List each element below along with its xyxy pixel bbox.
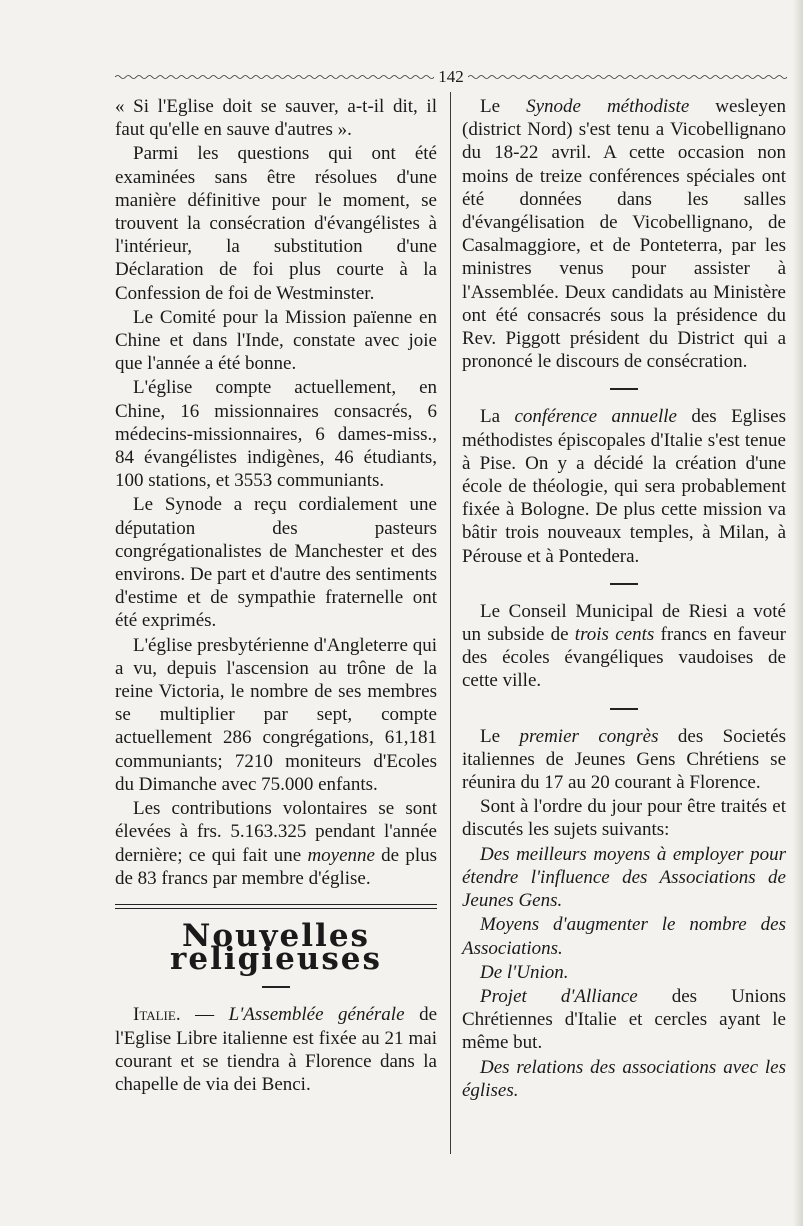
paragraph bbox=[462, 985, 786, 1055]
header-rule-right bbox=[468, 74, 787, 80]
text-run: de l'Eglise Libre italienne est fixée au 21 mai courant et se tiendra à Florence dans la chapelle de via dei Benci. bbox=[115, 1004, 437, 1095]
italic-run: L'Assemblée générale bbox=[228, 1004, 405, 1026]
paragraph bbox=[462, 405, 786, 567]
text-run: Le bbox=[480, 96, 527, 117]
italic-run: Des meilleurs moyens à employer pour étendre l'influence des Associations de Jeunes Gens. bbox=[462, 843, 786, 912]
page-header bbox=[115, 66, 787, 88]
paragraph bbox=[462, 843, 786, 913]
page-edge-shadow bbox=[793, 0, 803, 1226]
italic-run: De l'Union. bbox=[480, 961, 569, 983]
separator bbox=[462, 381, 786, 397]
italic-run: conférence annuelle bbox=[514, 406, 677, 428]
paragraph bbox=[115, 797, 437, 890]
text-run: de plus de 83 francs par membre d'église. bbox=[115, 844, 437, 889]
left-column bbox=[115, 95, 437, 1097]
paragraph bbox=[462, 1056, 786, 1102]
paragraph: L'église compte actuellement, en Chine, 16 missionnaires consacrés, 6 médecins-missionnaires, 6 dames-miss., 84 évangélistes indigènes, 46 étudiants, 100 stations, et 3553 communiants. bbox=[115, 377, 437, 492]
text-run: La bbox=[480, 406, 515, 428]
italic-run: moyenne bbox=[307, 844, 375, 866]
text-run: des Unions Chrétiennes d'Italie et cercles ayant le même but. bbox=[462, 985, 786, 1054]
italic-run: Des relations des associations avec les églises. bbox=[462, 1056, 786, 1101]
paragraph: « Si l'Eglise doit se sauver, a-t-il dit, il faut qu'elle en sauve d'autres ». bbox=[115, 96, 437, 141]
separator bbox=[462, 701, 786, 717]
paragraph: Parmi les questions qui ont été examinées sans être résolues d'une manière définitive pour le moment, se trouvent la consécration d'évangélistes à l'intérieur, la substitution d'une Déclaration de foi plus courte à la Confession de foi de Westminster. bbox=[115, 143, 437, 304]
paragraph bbox=[462, 961, 786, 984]
text-run: wesleyen (district Nord) s'est tenu a Vicobellignano du 18-22 avril. A cette occasion non moins de treize conférences spéciales ont été données dans les salles d'évangélisation de Vicobellignano, de Casalmaggiore, et de Ponteterra, par les ministres venus pour assister à l'Assemblée. Deux candidats au Ministère ont été consacrés sous la présidence du Rev. Piggott président du District qui a prononcé le discours de consécration. bbox=[462, 96, 786, 373]
paragraph: Le Synode a reçu cordialement une députation des pasteurs congrégationalistes de Manchester et des environs. De part et d'autre des sentiments d'estime et de sympathie fraternelle ont été exprimés. bbox=[115, 494, 437, 632]
paragraph bbox=[115, 1003, 437, 1096]
column-divider bbox=[450, 92, 451, 1154]
text-run: Le bbox=[480, 725, 520, 747]
right-column bbox=[462, 95, 786, 1103]
paragraph: Sont à l'ordre du jour pour être traités et discutés les sujets suivants: bbox=[462, 796, 786, 841]
italic-run: trois cents bbox=[574, 624, 655, 646]
section-title: Nouvelles religieuses bbox=[170, 917, 382, 978]
country-label: Italie. bbox=[133, 1004, 181, 1026]
italic-run: Projet d'Alliance bbox=[480, 985, 638, 1007]
text-run: des Societés italiennes de Jeunes Gens Chrétiens se réunira du 17 au 20 courant à Florence. bbox=[462, 725, 786, 794]
paragraph bbox=[462, 725, 786, 795]
paragraph bbox=[462, 600, 786, 693]
text-run: des Eglises méthodistes épiscopales d'Italie s'est tenue à Pise. On y a décidé la création d'une école de théologie, qui sera probablement fixée à Bologne. De plus cette mission va bâtir trois nouveaux temples, à Milan, à Pérouse et à Pontedera. bbox=[462, 406, 787, 567]
text-run: — bbox=[180, 1004, 229, 1026]
separator bbox=[115, 979, 437, 995]
italic-run: Synode méthodiste bbox=[526, 96, 690, 117]
separator bbox=[462, 576, 786, 592]
italic-run: Moyens d'augmenter le nombre des Associations. bbox=[462, 914, 786, 959]
paragraph bbox=[462, 95, 786, 373]
paragraph: L'église presbytérienne d'Angleterre qui a vu, depuis l'ascension au trône de la reine Victoria, le nombre de ses membres se multiplier par sept, compte actuellement 286 congrégations, 61,181 communiants; 7210 moniteurs d'Ecoles du Dimanche avec 75.000 enfants. bbox=[115, 634, 437, 795]
page-number: 142 bbox=[438, 67, 464, 86]
text-run: Les contributions volontaires se sont élevées à frs. 5.163.325 pendant l'année dernière; ce qui fait une bbox=[115, 798, 437, 866]
paragraph: Le Comité pour la Mission païenne en Chine et dans l'Inde, constate avec joie que l'année a été bonne. bbox=[115, 306, 437, 375]
italic-run: premier congrès bbox=[519, 725, 659, 747]
paragraph bbox=[462, 913, 786, 959]
text-run: francs en faveur des écoles évangéliques vaudoises de cette ville. bbox=[462, 624, 786, 692]
header-rule-left bbox=[115, 74, 434, 80]
text-run: Le Conseil Municipal de Riesi a voté un subside de bbox=[462, 600, 786, 646]
section-rule bbox=[115, 904, 437, 909]
